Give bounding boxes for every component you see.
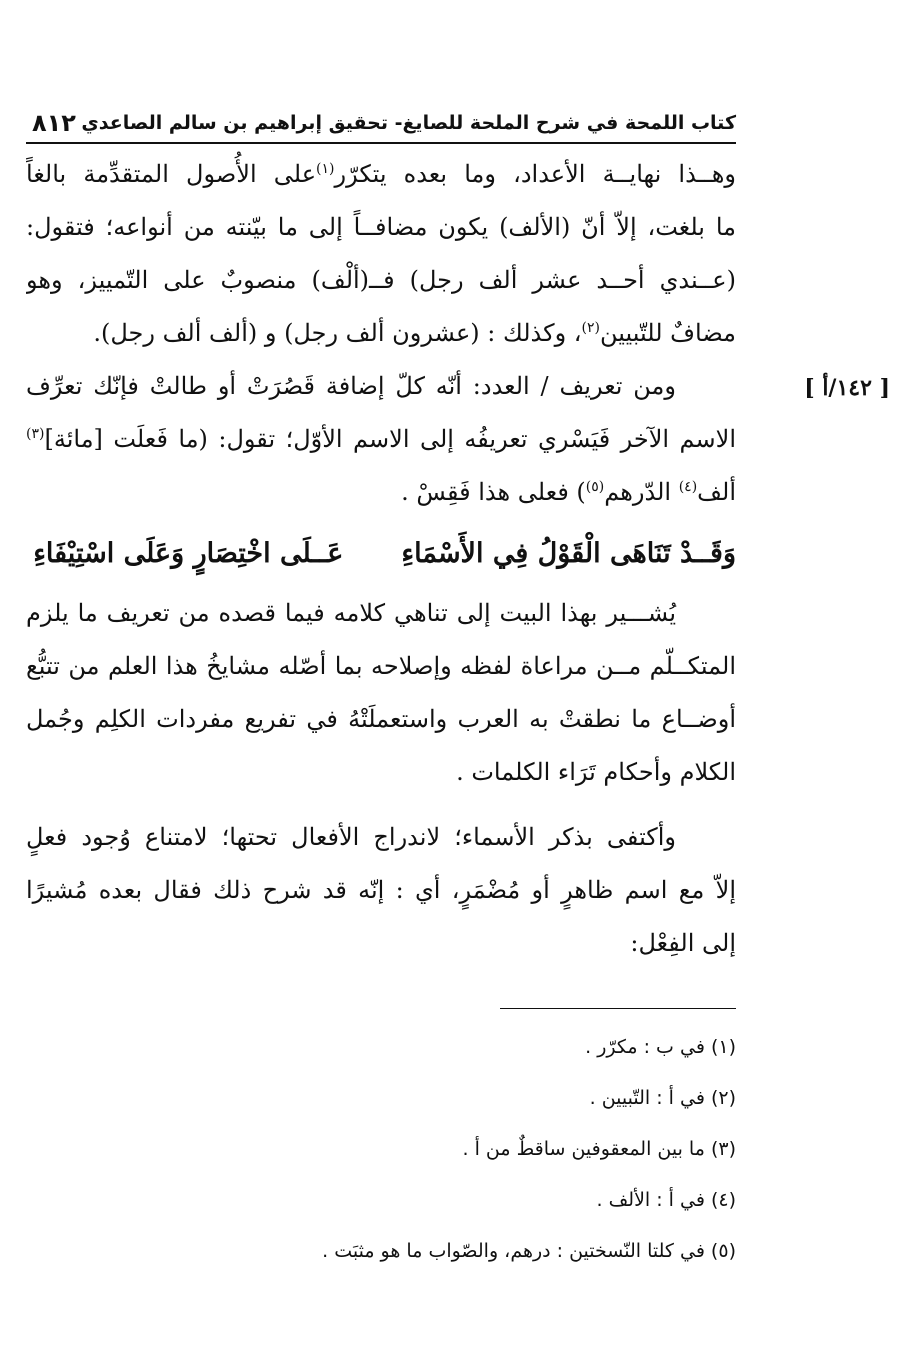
text-line: أوضــاع ما نطقتْ به العرب واستعملَتْهُ في تفريع مفردات الكلِم وجُمل — [26, 705, 736, 733]
text-line: المتكــلّم مــن مراعاة لفظه وإصلاحه بما أصّله مشايخُ هذا العلم من تتبُّع — [26, 652, 736, 680]
footnote-marker: (٤) — [678, 479, 698, 495]
footnote: (٢) في أ : التّبيين . — [589, 1087, 736, 1109]
footnotes — [26, 1022, 736, 1277]
footnote-marker: (٢) — [581, 320, 601, 336]
page-number: ٨١٢ — [32, 109, 76, 137]
running-header — [26, 104, 736, 142]
text-line: (عــندي أحــد عشر ألف رجل) فــ(ألْف) منصوبٌ على التّمييز، وهو — [26, 266, 736, 294]
text-line: يُشـــير بهذا البيت إلى تناهي كلامه فيما قصده من تعريف ما يلزم — [26, 599, 677, 627]
text-line: وأكتفى بذكر الأسماء؛ لاندراج الأفعال تحتها؛ لامتناع وُجود فعلٍ — [26, 823, 676, 851]
footnote: (١) في ب : مكرّر . — [585, 1036, 736, 1058]
footnote-marker: (١) — [316, 161, 335, 177]
text-line: مضافٌ للتّبيين$^{(٢)}$، وكذلك : (عشرون ألف رجل) و (ألف ألف رجل). — [93, 319, 736, 347]
text-line: ألف$^{(٤)}$ الدّرهم$^{(٥)}$) فعلى هذا فَقِسْ . — [401, 478, 736, 506]
verse-line — [26, 521, 736, 587]
text-line: ما بلغت، إلاّ أنّ (الألف) يكون مضافــاً إلى ما بيّنته من أنواعه؛ فتقول: — [26, 213, 736, 241]
text-line: الكلام وأحكام تَرَاء الكلمات . — [456, 758, 736, 786]
footnote: (٥) في كلتا النّسختين : درهم، والصّواب ما هو مثبَت . — [322, 1240, 736, 1262]
verse-first-hemistich: وَقَــدْ تَنَاهَى الْقَوْلُ فِي الأَسْمَاءِ — [401, 538, 736, 569]
footnote-marker: (٥) — [585, 479, 605, 495]
text-line: إلاّ مع اسم ظاهرٍ أو مُضْمَرٍ، أي : إنّه قد شرح ذلك فقال بعده مُشيرًا — [26, 876, 736, 904]
manuscript-folio-reference: [ ١٤٢/أ ] — [804, 375, 890, 401]
text-line: وهــذا نهايــة الأعداد، وما بعده يتكرّر$^{(١)}$على الأُصول المتقدِّمة بالغاً — [26, 160, 736, 188]
text-line: ومن تعريف / العدد: أنّه كلّ إضافة قَصُرَتْ أو طالتْ فإنّك تعرِّف — [26, 372, 676, 400]
header-rule — [26, 142, 736, 144]
footnote-marker: (٣) — [26, 426, 45, 442]
text-line: الاسم الآخر فَيَسْري تعريفُه إلى الاسم الأوّل؛ تقول: (ما فَعلَت [مائة]$^{(٣)}$ — [26, 425, 736, 453]
footnote: (٤) في أ : الألف . — [596, 1189, 736, 1211]
verse-second-hemistich: عَــلَى اخْتِصَارٍ وَعَلَى اسْتِيْفَاءِ — [33, 538, 344, 569]
footnote: (٣) ما بين المعقوفين ساقطٌ من أ . — [462, 1138, 736, 1160]
footnote-separator — [500, 1008, 736, 1009]
main-text — [26, 148, 736, 970]
text-line: إلى الفِعْل: — [630, 929, 736, 957]
running-header-title: كتاب اللمحة في شرح الملحة للصايغ- تحقيق إبراهيم بن سالم الصاعدي — [81, 112, 736, 134]
